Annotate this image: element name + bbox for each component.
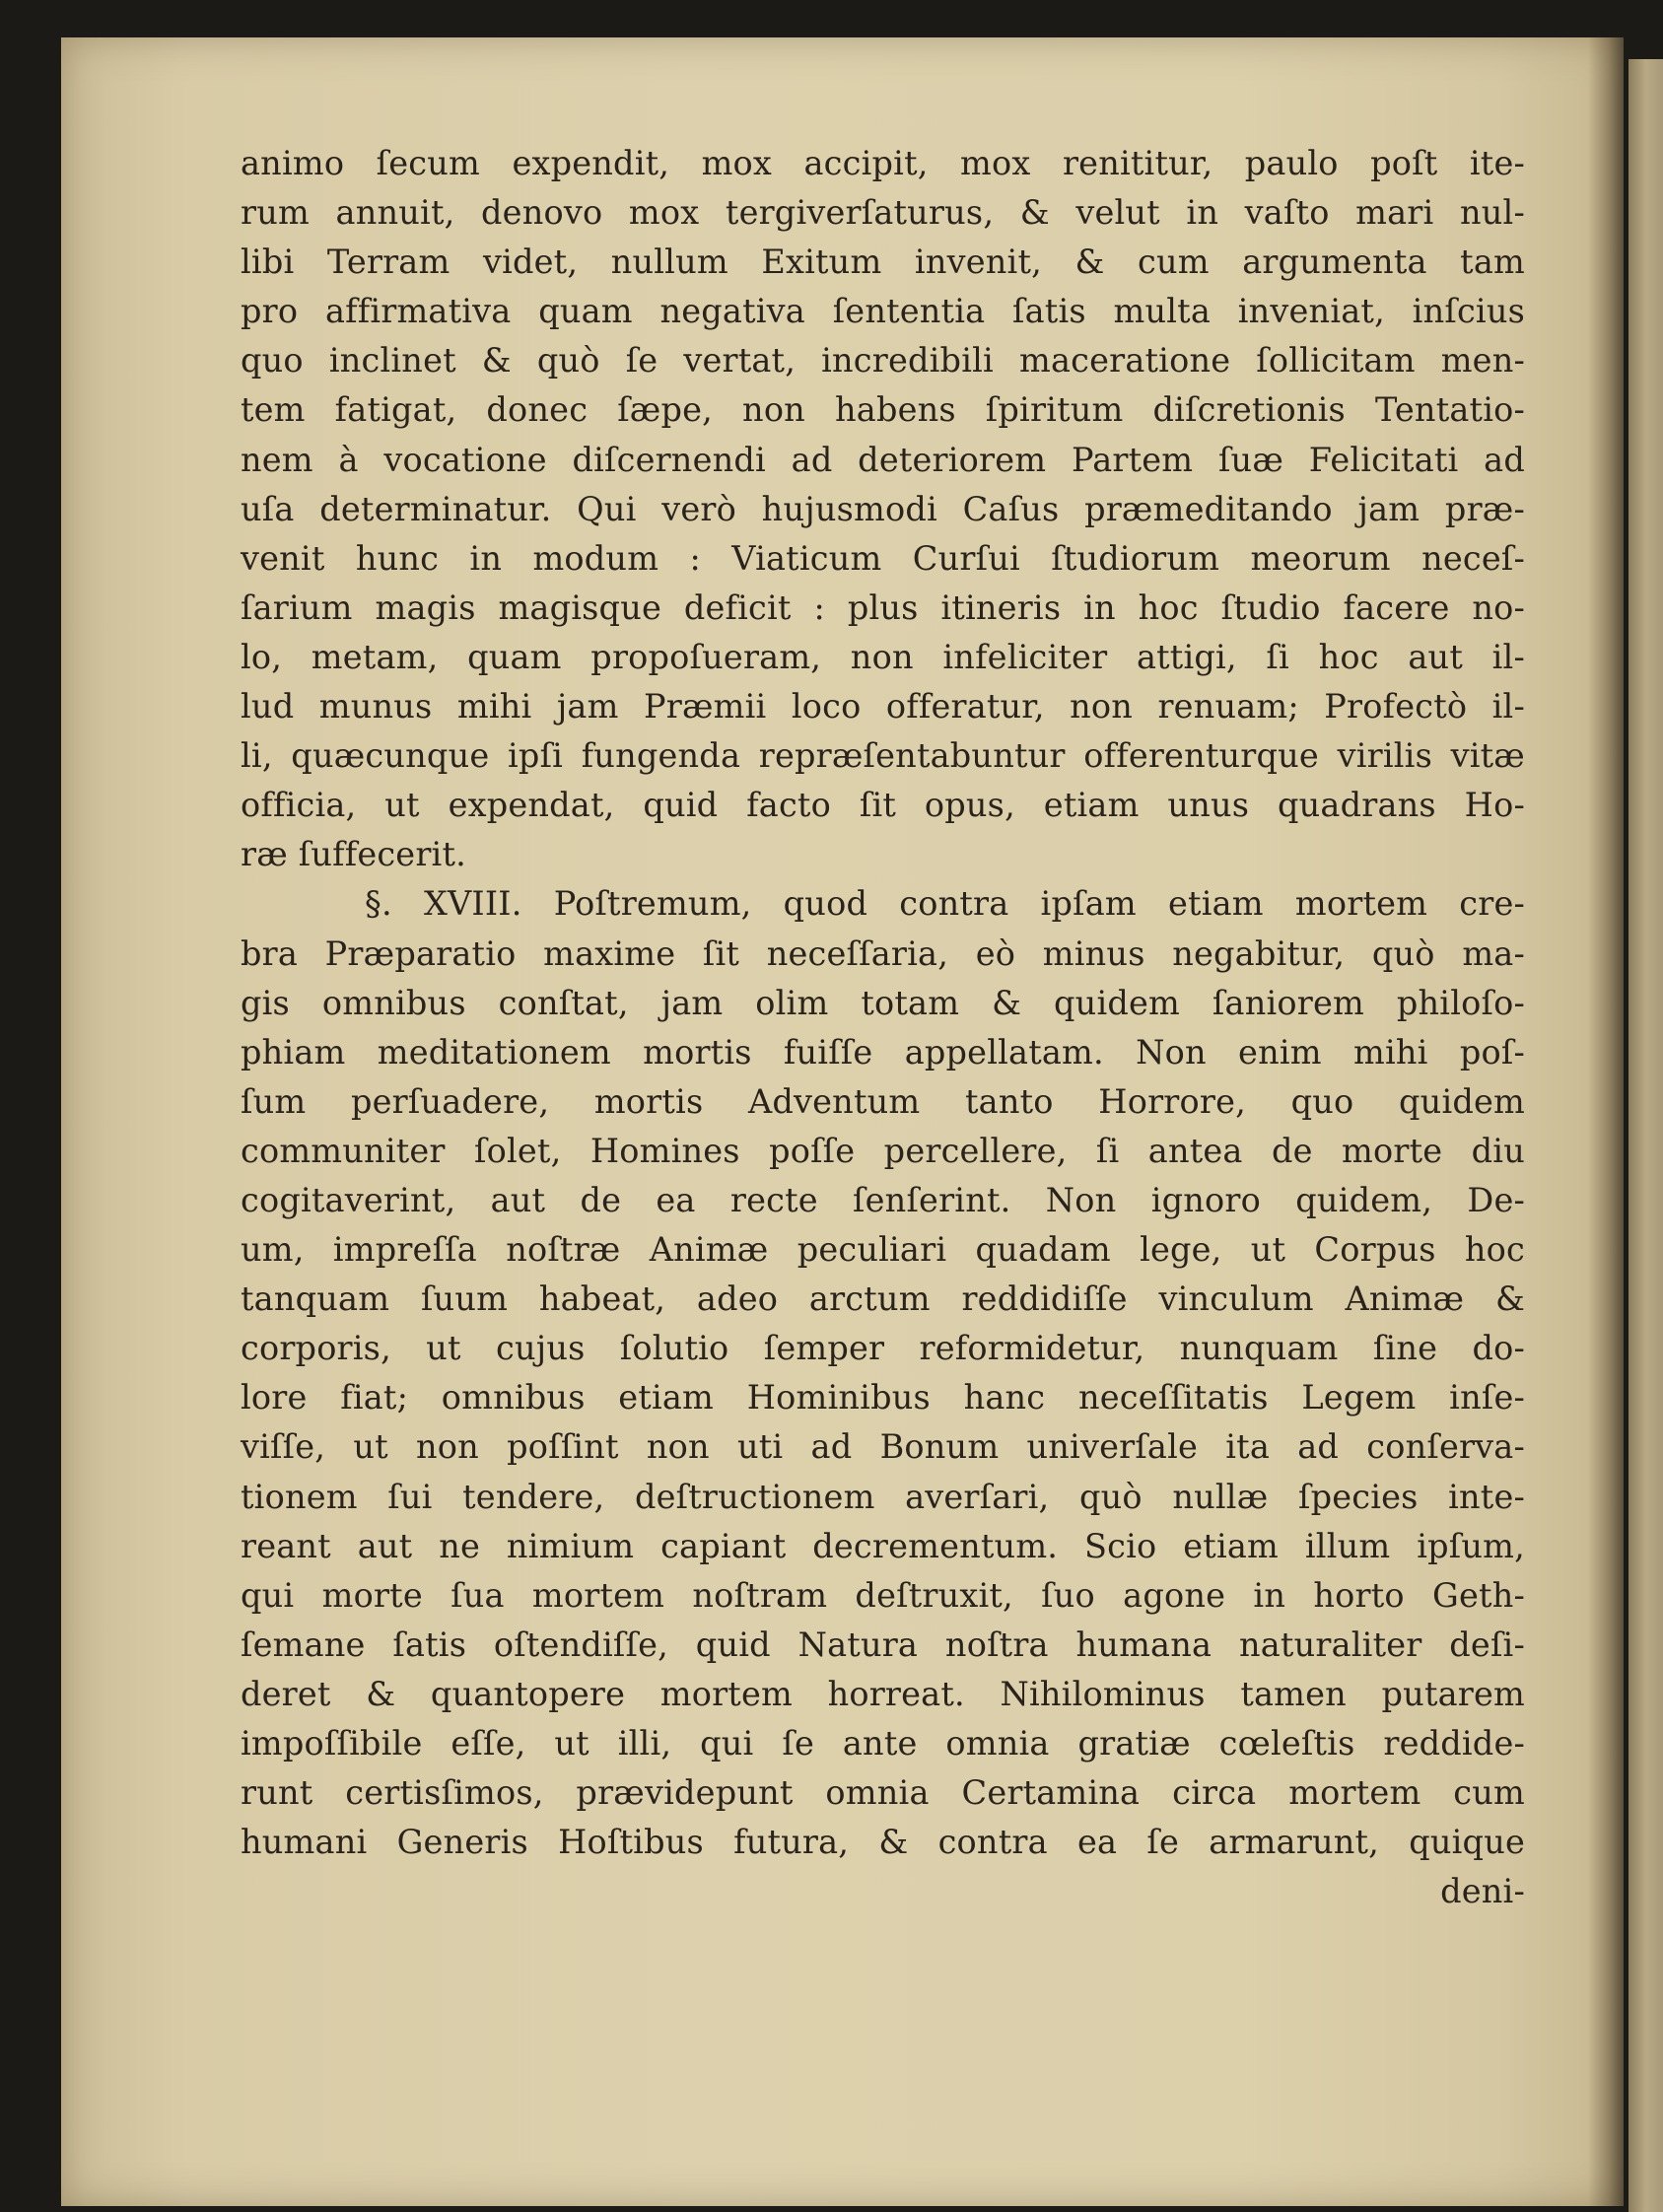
text-line: animo ſecum expendit, mox accipit, mox renititur, paulo poſt ite-	[241, 144, 1525, 182]
text-line: lore fiat; omnibus etiam Hominibus hanc neceſſitatis Legem inſe-	[241, 1378, 1525, 1417]
text-line: ſum perſuadere, mortis Adventum tanto Horrore, quo quidem	[241, 1081, 1525, 1121]
text-line: tionem ſui tendere, deſtructionem averſari, quò nullæ ſpecies inte-	[241, 1477, 1525, 1516]
text-line: uſa determinatur. Qui verò hujusmodi Caſus præmeditando jam præ-	[241, 489, 1525, 528]
page-gutter-shadow	[1588, 37, 1624, 2206]
text-line: ſemane ſatis oſtendiſſe, quid Natura noſtra humana naturaliter deſi-	[241, 1624, 1525, 1664]
text-line: lo, metam, quam propoſueram, non infeliciter attigi, ſi hoc aut il-	[241, 637, 1525, 676]
text-line: bra Præparatio maxime ſit neceſſaria, eò minus negabitur, quò ma-	[241, 933, 1525, 973]
text-line: quo inclinet & quò ſe vertat, incredibili maceratione ſollicitam men-	[241, 341, 1525, 380]
section-heading-line: §. XVIII. Poſtremum, quod contra ipſam etiam mortem cre-	[365, 884, 1525, 924]
text-line: ſarium magis magisque deficit : plus itineris in hoc ſtudio facere no-	[241, 588, 1525, 627]
text-line: rum annuit, denovo mox tergiverſaturus, & velut in vaſto mari nul-	[241, 193, 1525, 233]
text-line: pro affirmativa quam negativa ſententia ſatis multa inveniat, inſcius	[241, 292, 1525, 331]
text-line: corporis, ut cujus ſolutio ſemper reformidetur, nunquam ſine do-	[241, 1329, 1525, 1368]
text-line: tem fatigat, donec ſæpe, non habens ſpiritum diſcretionis Tentatio-	[241, 390, 1525, 430]
text-line: reant aut ne nimium capiant decrementum. Scio etiam illum ipſum,	[241, 1526, 1525, 1565]
text-line: um, impreſſa noſtræ Animæ peculiari quadam lege, ut Corpus hoc	[241, 1230, 1525, 1270]
text-line: tanquam ſuum habeat, adeo arctum reddidiſſe vinculum Animæ &	[241, 1279, 1525, 1319]
text-line: viſſe, ut non poſſint non uti ad Bonum univerſale ita ad conſerva-	[241, 1427, 1525, 1467]
text-line: ræ ſuffecerit.	[241, 835, 466, 874]
text-line: humani Generis Hoſtibus futura, & contra ea ſe armarunt, quique	[241, 1823, 1525, 1862]
text-line: venit hunc in modum : Viaticum Curſui ſtudiorum meorum neceſ-	[241, 538, 1525, 578]
text-line: deret & quantopere mortem horreat. Nihilominus tamen putarem	[241, 1674, 1525, 1713]
text-line: officia, ut expendat, quid facto ſit opus, etiam unus quadrans Ho-	[241, 786, 1525, 825]
text-line: li, quæcunque ipſi fungenda repræſentabuntur offerenturque virilis vitæ	[241, 736, 1525, 776]
text-line: communiter ſolet, Homines poſſe percellere, ſi antea de morte diu	[241, 1131, 1525, 1170]
text-line: gis omnibus conſtat, jam olim totam & quidem ſaniorem philoſo-	[241, 983, 1525, 1022]
text-line: cogitaverint, aut de ea recte ſenſerint. Non ignoro quidem, De-	[241, 1180, 1525, 1219]
body-text	[241, 139, 1525, 1916]
text-line: nem à vocatione diſcernendi ad deteriorem Partem ſuæ Felicitati ad	[241, 440, 1525, 479]
text-line: impoſſibile eſſe, ut illi, qui ſe ante omnia gratiæ cœleſtis reddide-	[241, 1724, 1525, 1763]
catchword: deni-	[1440, 1872, 1525, 1911]
text-line: lud munus mihi jam Præmii loco offeratur, non renuam; Profectò il-	[241, 687, 1525, 726]
text-line: phiam meditationem mortis fuiſſe appellatam. Non enim mihi poſ-	[241, 1032, 1525, 1071]
text-line: qui morte ſua mortem noſtram deſtruxit, ſuo agone in horto Geth-	[241, 1575, 1525, 1615]
text-line: libi Terram videt, nullum Exitum invenit, & cum argumenta tam	[241, 242, 1525, 282]
adjacent-page-edge	[1628, 59, 1663, 2212]
text-line: runt certisſimos, prævidерunt omnia Certamina circa mortem cum	[241, 1773, 1525, 1813]
